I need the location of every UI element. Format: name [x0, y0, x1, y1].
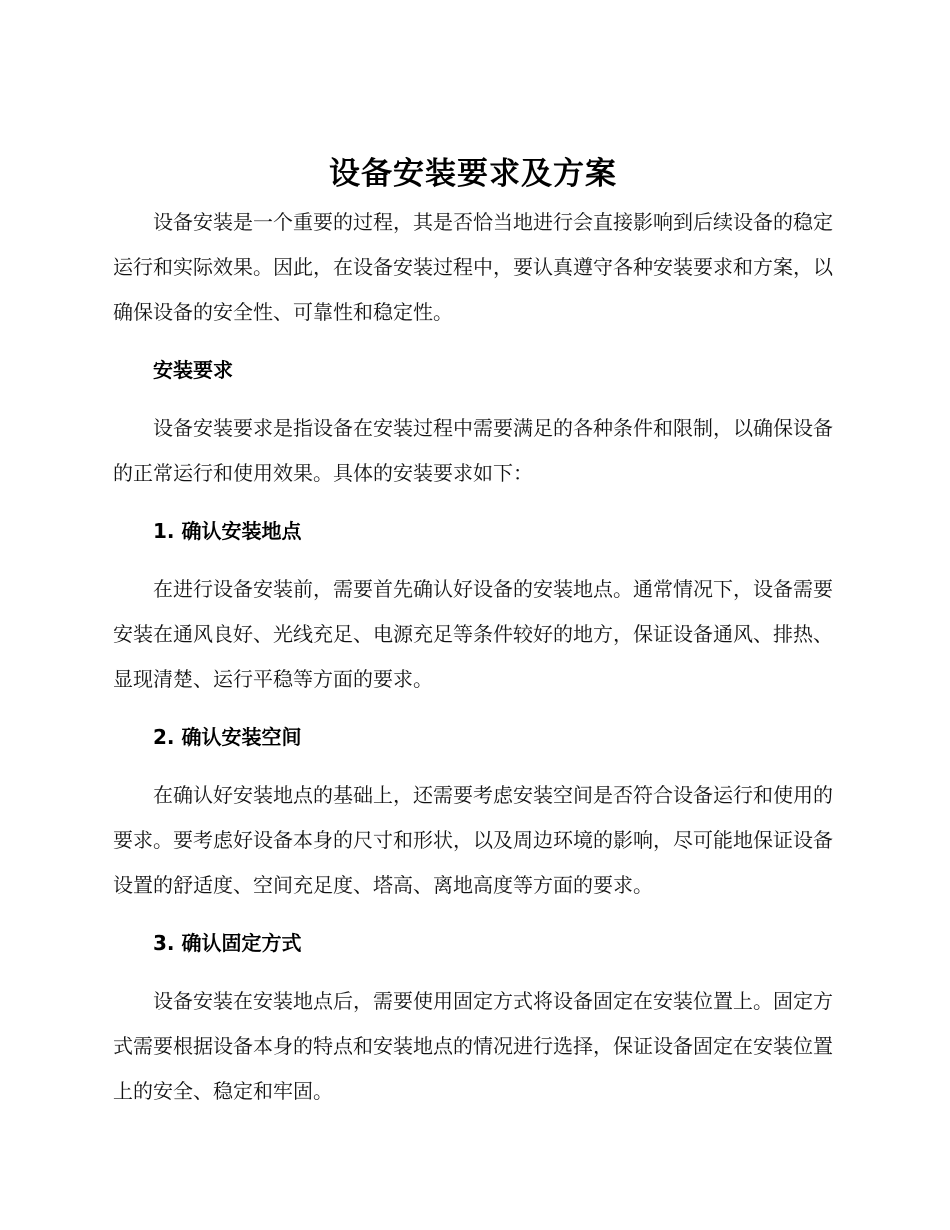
item-heading-space: 2. 确认安装空间 [153, 725, 302, 749]
document-title: 设备安装要求及方案 [329, 156, 617, 192]
item-paragraph-space: 在确认好安装地点的基础上，还需要考虑安装空间是否符合设备运行和使用的要求。要考虑好设备本身的尺寸和形状，以及周边环境的影响，尽可能地保证设备设置的舒适度、空间充足度、塔高、离地高度等方面的要求。 [113, 783, 833, 897]
document-page [113, 148, 833, 1114]
section-paragraph: 设备安装要求是指设备在安装过程中需要满足的各种条件和限制，以确保设备的正常运行和使用效果。具体的安装要求如下： [113, 416, 833, 485]
item-heading-location: 1. 确认安装地点 [153, 519, 302, 543]
item-paragraph-location: 在进行设备安装前，需要首先确认好设备的安装地点。通常情况下，设备需要安装在通风良好、光线充足、电源充足等条件较好的地方，保证设备通风、排热、显现清楚、运行平稳等方面的要求。 [113, 577, 833, 691]
section-heading: 安装要求 [153, 358, 233, 382]
item-heading-fixing: 3. 确认固定方式 [153, 931, 302, 955]
item-paragraph-fixing: 设备安装在安装地点后，需要使用固定方式将设备固定在安装位置上。固定方式需要根据设备本身的特点和安装地点的情况进行选择，保证设备固定在安装位置上的安全、稳定和牢固。 [113, 989, 833, 1103]
intro-paragraph: 设备安装是一个重要的过程，其是否恰当地进行会直接影响到后续设备的稳定运行和实际效果。因此，在设备安装过程中，要认真遵守各种安装要求和方案，以确保设备的安全性、可靠性和稳定性。 [113, 210, 833, 324]
